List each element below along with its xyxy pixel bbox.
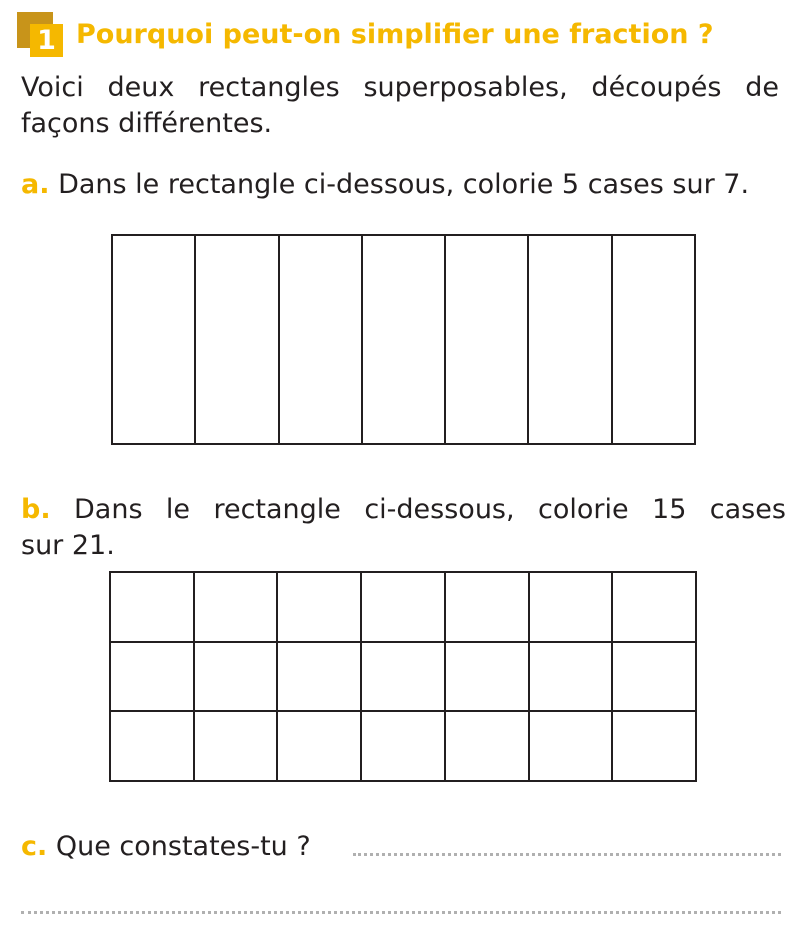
rectangle-a-cell[interactable] <box>528 235 611 444</box>
question-b-word: colorie <box>538 494 629 525</box>
rectangle-b-row <box>110 642 696 712</box>
rectangle-b-cell[interactable] <box>529 711 613 781</box>
question-a <box>21 167 749 203</box>
question-a-letter: a. <box>21 169 50 200</box>
question-b-line1 <box>21 492 786 528</box>
rectangle-b-cell[interactable] <box>445 572 529 642</box>
answer-line-1[interactable] <box>353 853 781 856</box>
question-b <box>21 492 786 564</box>
rectangle-a-cell[interactable] <box>362 235 445 444</box>
exercise-header <box>17 8 797 58</box>
question-b-letter: b. <box>21 494 51 525</box>
rectangle-b-cell[interactable] <box>361 572 445 642</box>
question-a-text: Dans le rectangle ci-dessous, colorie 5 cases sur 7. <box>58 169 750 200</box>
rectangle-b-row <box>110 572 696 642</box>
rectangle-b-cell[interactable] <box>529 642 613 712</box>
question-b-word: ci-dessous, <box>364 494 515 525</box>
rectangle-b-grid <box>109 571 697 782</box>
rectangle-b-cell[interactable] <box>445 711 529 781</box>
rectangle-a-cell[interactable] <box>445 235 528 444</box>
rectangle-b-cell[interactable] <box>194 642 278 712</box>
rectangle-a-grid <box>111 234 696 445</box>
exercise-title: Pourquoi peut-on simplifier une fraction ? <box>76 19 714 50</box>
question-c <box>21 829 311 865</box>
question-b-word: le <box>165 494 191 525</box>
rectangle-b-cell[interactable] <box>361 711 445 781</box>
rectangle-b-cell[interactable] <box>277 642 361 712</box>
rectangle-b-cell[interactable] <box>529 572 613 642</box>
rectangle-b-cell[interactable] <box>612 642 696 712</box>
question-c-text: Que constates-tu ? <box>55 831 311 862</box>
question-b-word: Dans <box>74 494 143 525</box>
rectangle-b-cell[interactable] <box>110 572 194 642</box>
rectangle-b-cell[interactable] <box>194 572 278 642</box>
question-b-line2: sur 21. <box>21 530 115 561</box>
answer-line-2[interactable] <box>21 911 781 914</box>
intro-text: Voici deux rectangles superposables, découpés de façons différentes. <box>21 72 779 139</box>
rectangle-b-cell[interactable] <box>361 642 445 712</box>
rectangle-b-cell[interactable] <box>110 711 194 781</box>
rectangle-a-cell[interactable] <box>612 235 695 444</box>
rectangle-b-cell[interactable] <box>612 711 696 781</box>
rectangle-b-cell[interactable] <box>445 642 529 712</box>
rectangle-b-cell[interactable] <box>110 642 194 712</box>
rectangle-b-row <box>110 711 696 781</box>
rectangle-a-row <box>112 235 695 444</box>
exercise-number-badge: 1 <box>30 24 63 57</box>
rectangle-b-cell[interactable] <box>277 711 361 781</box>
question-b-word: cases <box>709 494 786 525</box>
question-b-word: rectangle <box>213 494 341 525</box>
rectangle-a-cell[interactable] <box>279 235 362 444</box>
rectangle-b-cell[interactable] <box>612 572 696 642</box>
rectangle-b-cell[interactable] <box>277 572 361 642</box>
rectangle-b-cell[interactable] <box>194 711 278 781</box>
rectangle-a-cell[interactable] <box>112 235 195 444</box>
rectangle-a-cell[interactable] <box>195 235 278 444</box>
question-b-word: 15 <box>652 494 687 525</box>
question-c-letter: c. <box>21 831 48 862</box>
